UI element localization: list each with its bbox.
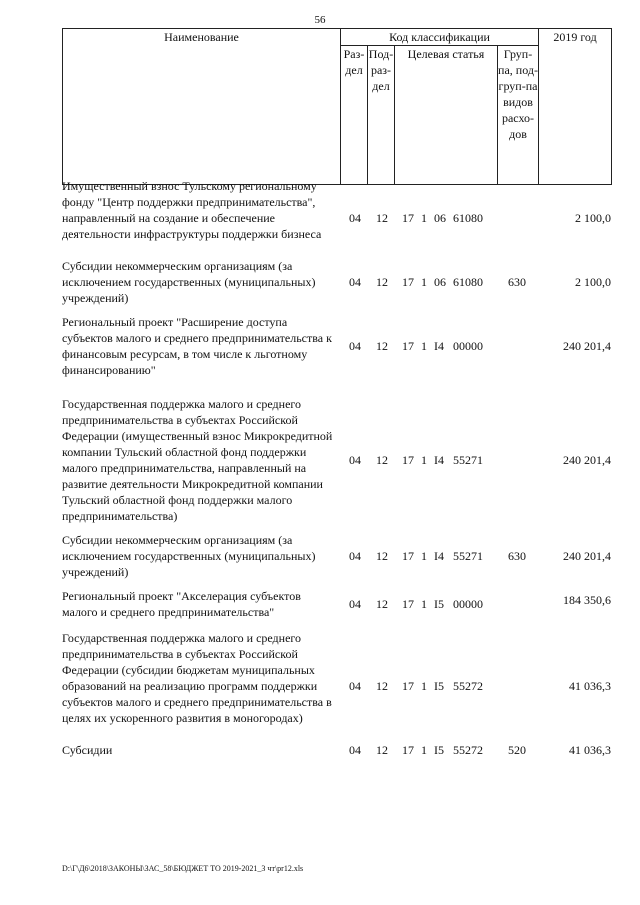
row-cs1: 17	[402, 453, 414, 467]
row-razdel: 04	[349, 679, 361, 693]
row-name: Государственная поддержка малого и среднего предпринимательства в субъектах Российской Федерации (имущественный взнос Микрокредитной компании Тульский областной фонд поддержки малого предпринимательства, направленный на развитие деятельности Микрокредитной компании Тульский областной фонд поддержки малого предпринимательства)	[62, 397, 333, 523]
row-razdel: 04	[349, 453, 361, 467]
row-cs1: 17	[402, 679, 414, 693]
header-name: Наименование	[63, 29, 341, 185]
row-razdel: 04	[349, 549, 361, 563]
row-name: Региональный проект "Акселерация субъектов малого и среднего предпринимательства"	[62, 589, 301, 619]
header-razdel: Раз-дел	[341, 46, 368, 185]
row-amount: 41 036,3	[569, 743, 611, 757]
row-podrazdel: 12	[376, 597, 388, 611]
row-name: Государственная поддержка малого и среднего предпринимательства в субъектах Российской Федерации (субсидии бюджетам муниципальных образований на реализацию программ поддержки субъектов малого и среднего предпринимательства в целях их ускоренного развития в моногородах)	[62, 631, 332, 725]
row-cs2: 1	[421, 211, 427, 225]
header-year: 2019 год	[539, 29, 612, 185]
row-cs2: 1	[421, 549, 427, 563]
row-cs1: 17	[402, 211, 414, 225]
row-podrazdel: 12	[376, 453, 388, 467]
row-cs1: 17	[402, 743, 414, 757]
row-name: Субсидии	[62, 743, 113, 757]
row-name: Имущественный взнос Тульскому региональному фонду "Центр поддержки предпринимательства", направленный на создание и обеспечение деятельности инфраструктуры поддержки бизнеса	[62, 179, 322, 241]
row-cs3: 06	[434, 275, 446, 289]
file-path-footer: D:\Г\Д6\2018\ЗАКОНЫ\ЗАС_58\БЮДЖЕТ ТО 2019-2021_3 чт\pr12.xls	[62, 864, 304, 873]
row-amount: 184 350,6	[563, 593, 611, 607]
row-cs1: 17	[402, 339, 414, 353]
table-header	[62, 28, 612, 185]
row-cs3: I4	[434, 549, 444, 563]
row-amount: 240 201,4	[563, 453, 611, 467]
row-cs1: 17	[402, 549, 414, 563]
row-podrazdel: 12	[376, 339, 388, 353]
row-cs4: 55271	[453, 549, 483, 563]
row-gruppa: 520	[508, 743, 526, 757]
row-podrazdel: 12	[376, 743, 388, 757]
row-cs4: 55272	[453, 679, 483, 693]
row-amount: 2 100,0	[575, 211, 611, 225]
row-podrazdel: 12	[376, 549, 388, 563]
row-razdel: 04	[349, 211, 361, 225]
header-celevaya: Целевая статья	[395, 46, 498, 185]
row-cs4: 55271	[453, 453, 483, 467]
row-cs2: 1	[421, 743, 427, 757]
row-razdel: 04	[349, 275, 361, 289]
row-cs4: 55272	[453, 743, 483, 757]
row-cs2: 1	[421, 275, 427, 289]
row-cs2: 1	[421, 339, 427, 353]
row-cs3: I5	[434, 597, 444, 611]
header-classification: Код классификации	[341, 29, 539, 46]
row-razdel: 04	[349, 339, 361, 353]
row-amount: 2 100,0	[575, 275, 611, 289]
row-name: Субсидии некоммерческим организациям (за исключением государственных (муниципальных) учреждений)	[62, 533, 316, 579]
header-gruppa: Груп-па, под-груп-па видов расхо-дов	[498, 46, 539, 185]
row-cs3: I4	[434, 453, 444, 467]
row-name: Региональный проект "Расширение доступа субъектов малого и среднего предпринимательства к финансовым ресурсам, в том числе к льготному финансированию"	[62, 315, 332, 377]
row-gruppa: 630	[508, 549, 526, 563]
row-cs3: I5	[434, 679, 444, 693]
row-cs1: 17	[402, 597, 414, 611]
row-cs2: 1	[421, 453, 427, 467]
row-cs1: 17	[402, 275, 414, 289]
page-number: 56	[314, 14, 326, 26]
row-cs3: I5	[434, 743, 444, 757]
row-podrazdel: 12	[376, 275, 388, 289]
row-cs3: 06	[434, 211, 446, 225]
row-razdel: 04	[349, 597, 361, 611]
row-cs3: I4	[434, 339, 444, 353]
row-name: Субсидии некоммерческим организациям (за исключением государственных (муниципальных) учреждений)	[62, 259, 316, 305]
row-gruppa: 630	[508, 275, 526, 289]
row-cs4: 61080	[453, 211, 483, 225]
row-cs4: 61080	[453, 275, 483, 289]
row-amount: 240 201,4	[563, 339, 611, 353]
row-razdel: 04	[349, 743, 361, 757]
row-cs2: 1	[421, 679, 427, 693]
row-podrazdel: 12	[376, 211, 388, 225]
row-cs2: 1	[421, 597, 427, 611]
row-amount: 41 036,3	[569, 679, 611, 693]
header-podrazdel: Под-раз-дел	[368, 46, 395, 185]
row-cs4: 00000	[453, 597, 483, 611]
row-podrazdel: 12	[376, 679, 388, 693]
row-cs4: 00000	[453, 339, 483, 353]
row-amount: 240 201,4	[563, 549, 611, 563]
